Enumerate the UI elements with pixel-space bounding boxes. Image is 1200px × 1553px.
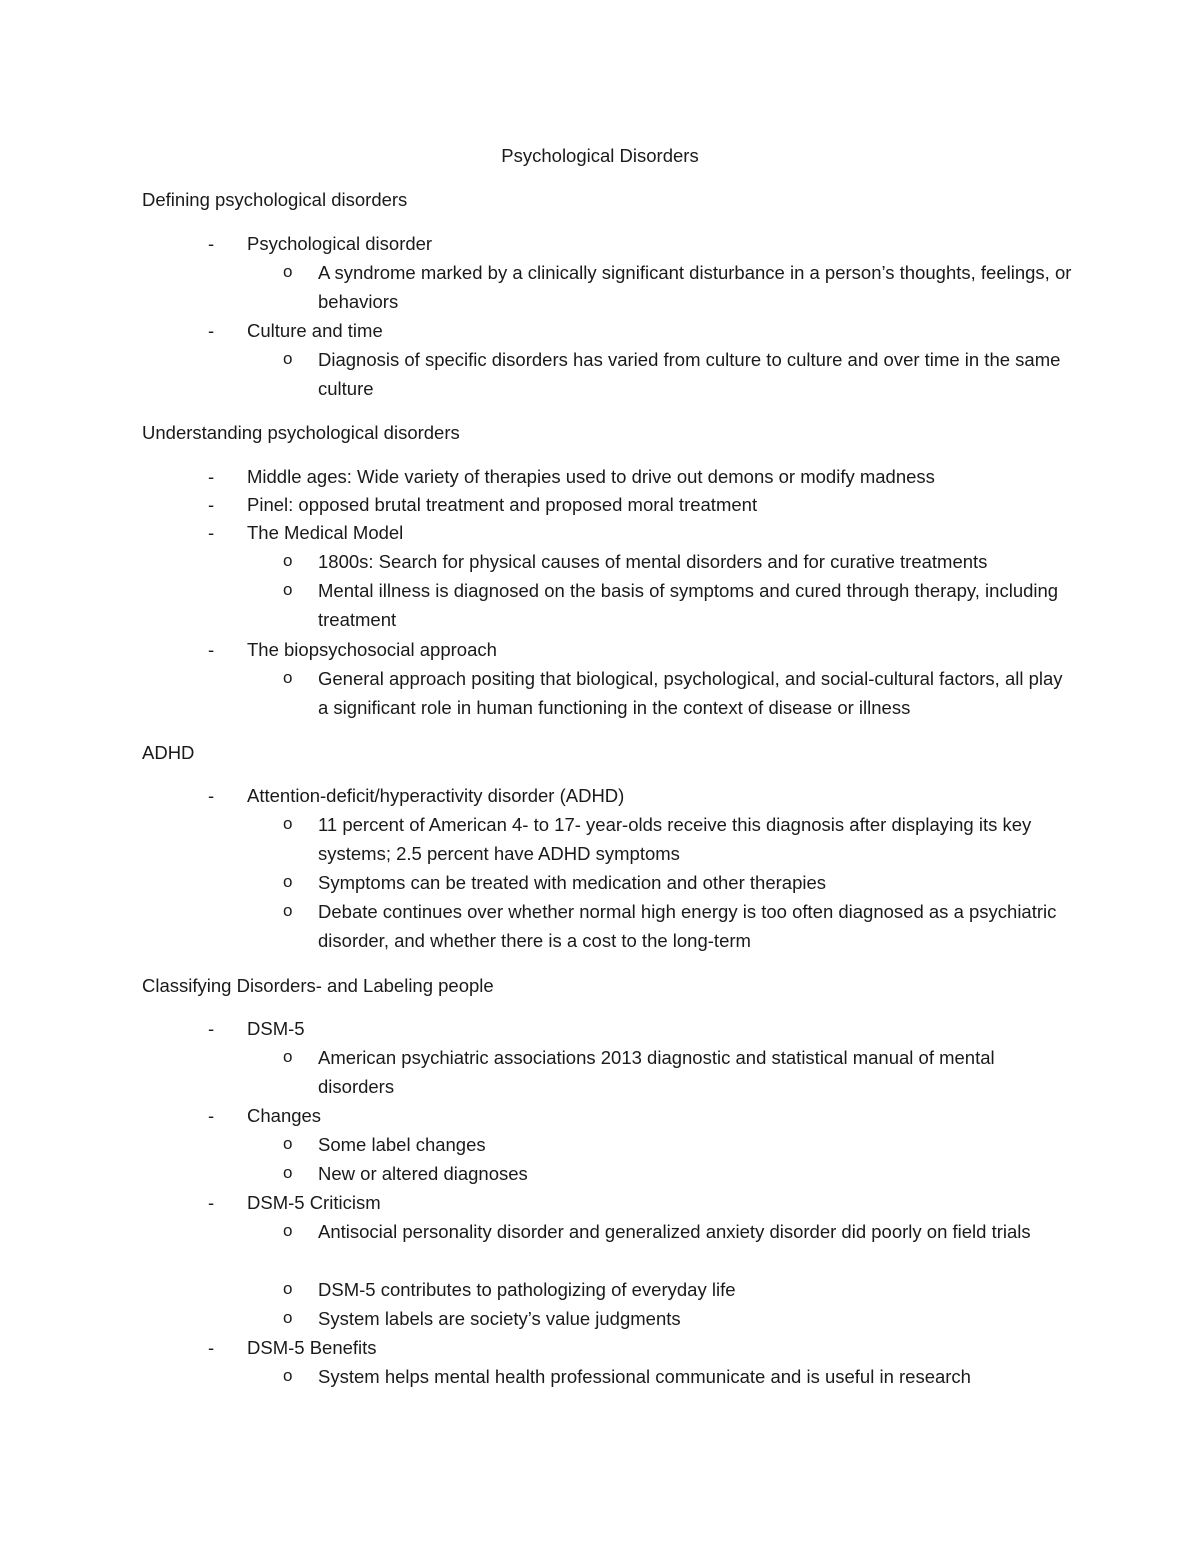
bullet-text: DSM-5 Criticism	[247, 1192, 381, 1213]
circle-marker: o	[283, 262, 293, 281]
section-heading: Classifying Disorders- and Labeling people	[142, 975, 494, 996]
dash-marker: -	[208, 1018, 215, 1039]
page-title: Psychological Disorders	[501, 145, 699, 166]
sub-bullet-text: General approach positing that biological, psychological, and social-cultural factors, all play a significant role in human functioning in the context of disease or illness	[318, 668, 1063, 719]
section-heading: Understanding psychological disorders	[142, 422, 460, 443]
dash-marker: -	[208, 639, 215, 660]
sub-bullet-item	[283, 868, 1073, 897]
bullet-text: Pinel: opposed brutal treatment and proposed moral treatment	[247, 494, 758, 515]
circle-marker: o	[283, 668, 293, 687]
bullet-text: Attention-deficit/hyperactivity disorder (ADHD)	[247, 785, 625, 806]
circle-marker: o	[283, 814, 293, 833]
sub-bullet-text: Symptoms can be treated with medication and other therapies	[318, 872, 827, 893]
bullet-text: DSM-5 Benefits	[247, 1337, 377, 1358]
sub-bullet-item	[283, 258, 1073, 317]
circle-marker: o	[283, 349, 293, 368]
dash-marker: -	[208, 466, 215, 487]
bullet-text: Changes	[247, 1105, 322, 1126]
sub-bullet-text: Diagnosis of specific disorders has varied from culture to culture and over time in the same culture	[318, 349, 1061, 400]
sub-bullet-item	[283, 810, 1073, 869]
sub-bullet-text: 1800s: Search for physical causes of mental disorders and for curative treatments	[318, 551, 988, 572]
circle-marker: o	[283, 1163, 293, 1182]
sub-bullet-item	[283, 664, 1073, 723]
sub-bullet-text: Debate continues over whether normal high energy is too often diagnosed as a psychiatric disorder, and whether there is a cost to the long-term	[318, 901, 1057, 952]
dash-marker: -	[208, 1105, 215, 1126]
sub-bullet-item	[283, 1362, 1073, 1391]
circle-marker: o	[283, 1047, 293, 1066]
section-heading: ADHD	[142, 742, 195, 763]
circle-marker: o	[283, 901, 293, 920]
circle-marker: o	[283, 580, 293, 599]
circle-marker: o	[283, 872, 293, 891]
bullet-text: DSM-5	[247, 1018, 305, 1039]
bullet-text: Psychological disorder	[247, 233, 433, 254]
sub-bullet-text: DSM-5 contributes to pathologizing of everyday life	[318, 1279, 736, 1300]
sub-bullet-item	[283, 1304, 1073, 1333]
dash-marker: -	[208, 494, 215, 515]
sub-bullet-text: A syndrome marked by a clinically significant disturbance in a person’s thoughts, feelings, or behaviors	[318, 262, 1072, 313]
sub-bullet-item	[283, 547, 1073, 576]
dash-marker: -	[208, 1337, 215, 1358]
sub-bullet-item	[283, 1043, 1073, 1102]
sub-bullet-item	[283, 345, 1073, 404]
sub-bullet-text: Mental illness is diagnosed on the basis of symptoms and cured through therapy, including treatment	[318, 580, 1059, 631]
circle-marker: o	[283, 1366, 293, 1385]
bullet-text: The biopsychosocial approach	[247, 639, 497, 660]
sub-bullet-text: 11 percent of American 4- to 17- year-olds receive this diagnosis after displaying its key systems; 2.5 percent have ADHD symptoms	[318, 814, 1032, 865]
sub-bullet-item	[283, 897, 1073, 956]
bullet-text: Middle ages: Wide variety of therapies used to drive out demons or modify madness	[247, 466, 935, 487]
sub-bullet-item	[283, 1275, 1073, 1304]
dash-marker: -	[208, 1192, 215, 1213]
sub-bullet-text: System labels are society’s value judgments	[318, 1308, 681, 1329]
circle-marker: o	[283, 1134, 293, 1153]
sub-bullet-text: Antisocial personality disorder and generalized anxiety disorder did poorly on field trials	[318, 1221, 1031, 1242]
dash-marker: -	[208, 233, 215, 254]
sub-bullet-item	[283, 1159, 1073, 1188]
bullet-text: Culture and time	[247, 320, 383, 341]
sub-bullet-text: System helps mental health professional communicate and is useful in research	[318, 1366, 971, 1387]
section-heading: Defining psychological disorders	[142, 189, 408, 210]
sub-bullet-item	[283, 576, 1073, 635]
sub-bullet-text: American psychiatric associations 2013 diagnostic and statistical manual of mental disorders	[318, 1047, 995, 1098]
circle-marker: o	[283, 1221, 293, 1240]
dash-marker: -	[208, 522, 215, 543]
bullet-text: The Medical Model	[247, 522, 404, 543]
circle-marker: o	[283, 1279, 293, 1298]
dash-marker: -	[208, 320, 215, 341]
circle-marker: o	[283, 1308, 293, 1327]
sub-bullet-item	[283, 1130, 1073, 1159]
circle-marker: o	[283, 551, 293, 570]
dash-marker: -	[208, 785, 215, 806]
sub-bullet-text: New or altered diagnoses	[318, 1163, 528, 1184]
sub-bullet-text: Some label changes	[318, 1134, 486, 1155]
sub-bullet-item	[283, 1217, 1073, 1246]
